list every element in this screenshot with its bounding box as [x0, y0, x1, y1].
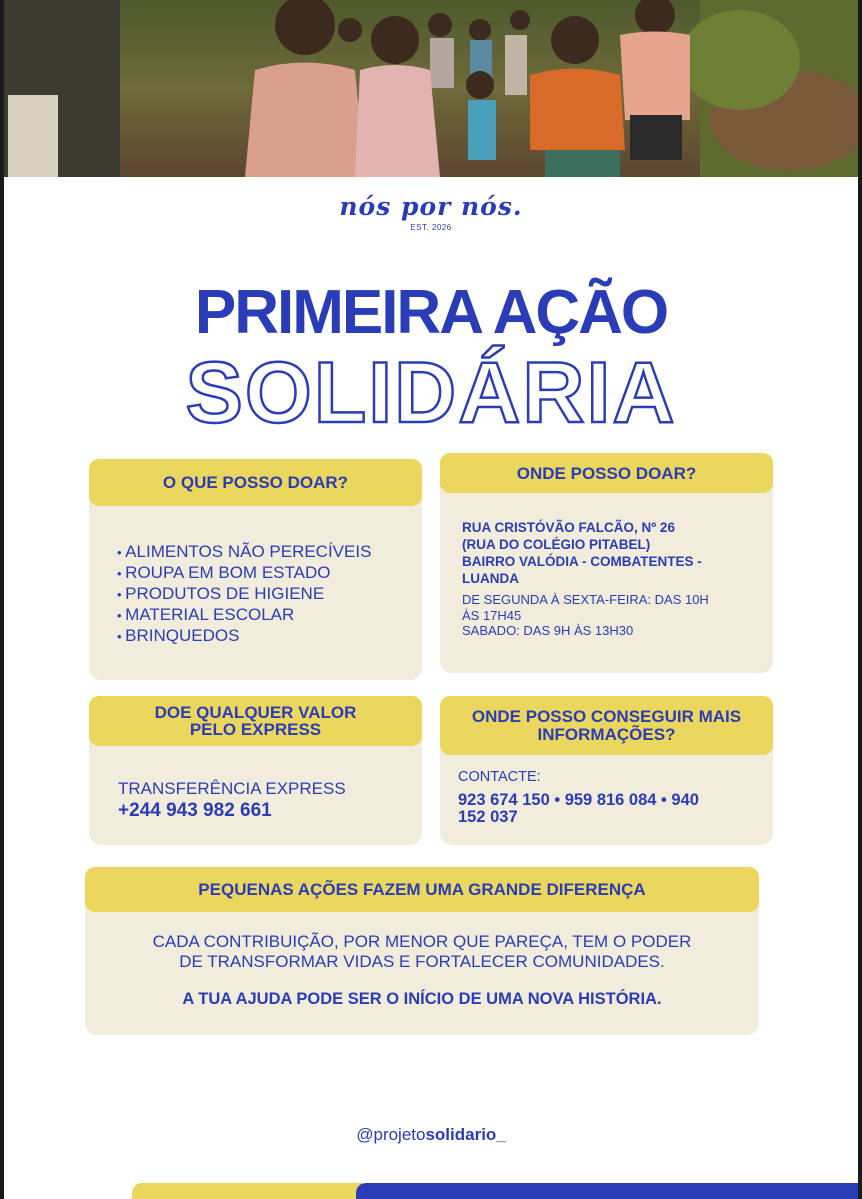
list-item: • ALIMENTOS NÃO PERECÍVEIS [117, 542, 371, 563]
donate-what-heading: O QUE POSSO DOAR? [89, 459, 422, 506]
list-item: • MATERIAL ESCOLAR [117, 605, 371, 626]
donate-where-heading: ONDE POSSO DOAR? [440, 453, 773, 493]
children-running-image [0, 0, 862, 177]
express-heading: DOE QUALQUER VALOR PELO EXPRESS [89, 696, 422, 746]
title-line-1: PRIMEIRA AÇÃO [194, 278, 668, 347]
title-line-2: SOLIDÁRIA [185, 345, 677, 441]
footer-bar-blue [356, 1183, 862, 1199]
contact-label: CONTACTE: [458, 769, 541, 785]
social-handle[interactable]: @projetosolidario_ [356, 1125, 506, 1144]
list-item: • ROUPA EM BOM ESTADO [117, 563, 371, 584]
list-item: • PRODUTOS DE HIGIENE [117, 584, 371, 605]
info-heading: ONDE POSSO CONSEGUIR MAIS INFORMAÇÕES? [440, 696, 773, 755]
express-number: +244 943 982 661 [118, 800, 272, 821]
logo-script-text: nós por nós. [339, 192, 523, 221]
opening-hours-text: DE SEGUNDA À SEXTA-FEIRA: DAS 10H ÀS 17H45 SABADO: DAS 9H ÀS 13H30 [462, 592, 709, 638]
difference-closing: A TUA AJUDA PODE SER O INÍCIO DE UMA NOVA HISTÓRIA. [182, 990, 662, 1008]
express-label: TRANSFERÊNCIA EXPRESS [118, 779, 346, 798]
frame-left-edge [0, 0, 4, 1199]
list-item: • BRINQUEDOS [117, 626, 371, 647]
footer-bar-yellow [132, 1183, 362, 1199]
hero-photo [0, 0, 862, 177]
donate-items-list [117, 542, 371, 647]
brand-logo [0, 192, 862, 232]
contact-phones: 923 674 150 • 959 816 084 • 940 152 037 [458, 791, 699, 826]
difference-heading: PEQUENAS AÇÕES FAZEM UMA GRANDE DIFERENÇA [85, 867, 759, 912]
difference-body: CADA CONTRIBUIÇÃO, POR MENOR QUE PAREÇA, TEM O PODER DE TRANSFORMAR VIDAS E FORTALECER COMUNIDADES. [152, 932, 692, 971]
address-text: RUA CRISTÓVÃO FALCÃO, Nº 26 (RUA DO COLÉGIO PITABEL) BAIRRO VALÓDIA - COMBATENTES - LUANDA [462, 520, 702, 586]
logo-established: EST. 2026 [410, 223, 452, 232]
frame-right-edge [858, 0, 862, 1199]
